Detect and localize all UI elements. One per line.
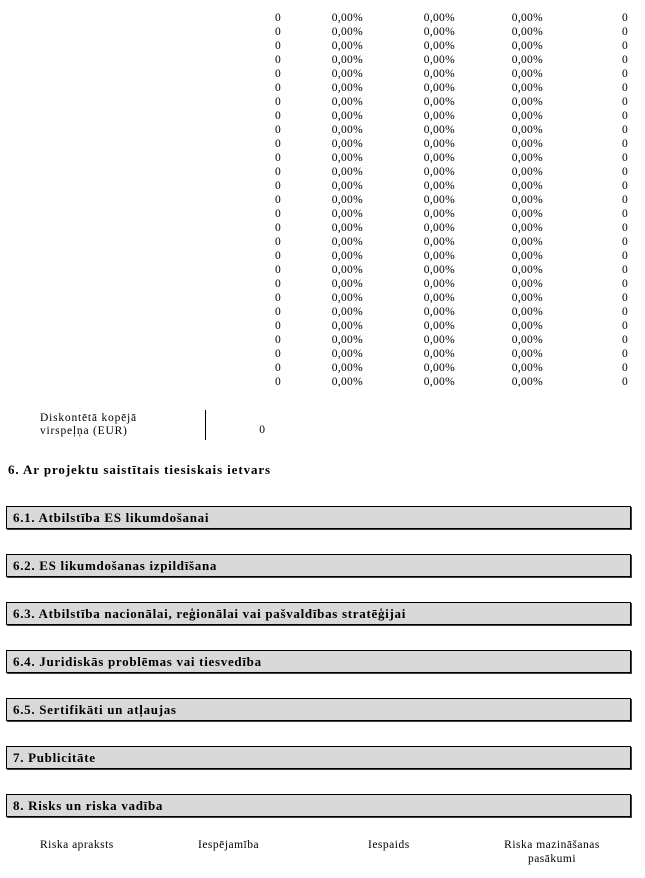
- cell-value: 0: [274, 166, 281, 178]
- risk-header-iespaids: Iespaids: [368, 839, 410, 851]
- cell-value: 0: [274, 208, 281, 220]
- cell-percent-1: 0,00%: [331, 376, 363, 388]
- cell-value: 0: [274, 82, 281, 94]
- cell-percent-2: 0,00%: [423, 152, 455, 164]
- cell-percent-3: 0,00%: [511, 292, 543, 304]
- cell-percent-3: 0,00%: [511, 376, 543, 388]
- cell-value-right: 0: [621, 26, 628, 38]
- cell-percent-1: 0,00%: [331, 278, 363, 290]
- cell-percent-3: 0,00%: [511, 348, 543, 360]
- section-heading-boxes: [6, 506, 631, 842]
- cell-percent-1: 0,00%: [331, 54, 363, 66]
- financial-table-row: [0, 109, 645, 123]
- cell-value-right: 0: [621, 264, 628, 276]
- cell-percent-1: 0,00%: [331, 306, 363, 318]
- risk-header-iespejamiba: Iespējamība: [198, 839, 260, 851]
- cell-percent-1: 0,00%: [331, 26, 363, 38]
- cell-percent-2: 0,00%: [423, 376, 455, 388]
- financial-table-row: [0, 249, 645, 263]
- cell-percent-1: 0,00%: [331, 180, 363, 192]
- cell-value-right: 0: [621, 194, 628, 206]
- cell-percent-3: 0,00%: [511, 40, 543, 52]
- financial-table-row: [0, 165, 645, 179]
- financial-table: [0, 11, 645, 389]
- cell-percent-2: 0,00%: [423, 292, 455, 304]
- cell-percent-3: 0,00%: [511, 110, 543, 122]
- cell-value: 0: [274, 320, 281, 332]
- financial-table-row: [0, 235, 645, 249]
- financial-table-row: [0, 319, 645, 333]
- cell-percent-2: 0,00%: [423, 180, 455, 192]
- cell-percent-2: 0,00%: [423, 138, 455, 150]
- cell-percent-1: 0,00%: [331, 250, 363, 262]
- cell-percent-1: 0,00%: [331, 236, 363, 248]
- cell-value-right: 0: [621, 68, 628, 80]
- cell-value: 0: [274, 292, 281, 304]
- cell-value-right: 0: [621, 180, 628, 192]
- cell-value-right: 0: [621, 236, 628, 248]
- cell-percent-2: 0,00%: [423, 82, 455, 94]
- financial-table-row: [0, 263, 645, 277]
- cell-percent-1: 0,00%: [331, 348, 363, 360]
- cell-percent-3: 0,00%: [511, 278, 543, 290]
- cell-percent-1: 0,00%: [331, 152, 363, 164]
- cell-percent-1: 0,00%: [331, 124, 363, 136]
- cell-percent-1: 0,00%: [331, 110, 363, 122]
- cell-value: 0: [274, 278, 281, 290]
- cell-value: 0: [274, 96, 281, 108]
- cell-value: 0: [274, 12, 281, 24]
- section-heading-box: 8. Risks un riska vadība: [6, 794, 631, 817]
- cell-percent-1: 0,00%: [331, 222, 363, 234]
- summary-label-line1: Diskontētā kopējā: [40, 412, 137, 424]
- cell-percent-1: 0,00%: [331, 320, 363, 332]
- cell-percent-2: 0,00%: [423, 124, 455, 136]
- financial-table-row: [0, 179, 645, 193]
- cell-percent-3: 0,00%: [511, 68, 543, 80]
- cell-percent-2: 0,00%: [423, 250, 455, 262]
- cell-percent-3: 0,00%: [511, 12, 543, 24]
- cell-percent-3: 0,00%: [511, 194, 543, 206]
- cell-percent-2: 0,00%: [423, 264, 455, 276]
- financial-table-row: [0, 53, 645, 67]
- cell-value: 0: [274, 68, 281, 80]
- cell-value: 0: [274, 348, 281, 360]
- cell-percent-3: 0,00%: [511, 306, 543, 318]
- financial-table-row: [0, 333, 645, 347]
- section-heading-box: 7. Publicitāte: [6, 746, 631, 769]
- cell-value: 0: [274, 376, 281, 388]
- cell-percent-2: 0,00%: [423, 348, 455, 360]
- cell-value-right: 0: [621, 96, 628, 108]
- cell-percent-2: 0,00%: [423, 54, 455, 66]
- summary-divider-line: [205, 410, 206, 440]
- cell-percent-2: 0,00%: [423, 110, 455, 122]
- financial-table-row: [0, 39, 645, 53]
- cell-value-right: 0: [621, 124, 628, 136]
- cell-percent-3: 0,00%: [511, 54, 543, 66]
- cell-percent-2: 0,00%: [423, 208, 455, 220]
- cell-value: 0: [274, 362, 281, 374]
- cell-value: 0: [274, 152, 281, 164]
- risk-header-mazinasanas: Riska mazināšanas pasākumi: [504, 839, 600, 865]
- cell-value-right: 0: [621, 292, 628, 304]
- cell-percent-3: 0,00%: [511, 138, 543, 150]
- cell-value-right: 0: [621, 166, 628, 178]
- financial-table-row: [0, 81, 645, 95]
- cell-percent-2: 0,00%: [423, 320, 455, 332]
- cell-percent-1: 0,00%: [331, 96, 363, 108]
- cell-percent-3: 0,00%: [511, 82, 543, 94]
- cell-value-right: 0: [621, 320, 628, 332]
- cell-value: 0: [274, 54, 281, 66]
- cell-value: 0: [274, 110, 281, 122]
- cell-percent-1: 0,00%: [331, 292, 363, 304]
- cell-percent-2: 0,00%: [423, 40, 455, 52]
- cell-percent-2: 0,00%: [423, 222, 455, 234]
- cell-percent-1: 0,00%: [331, 208, 363, 220]
- cell-value-right: 0: [621, 250, 628, 262]
- financial-table-row: [0, 193, 645, 207]
- cell-value: 0: [274, 264, 281, 276]
- financial-table-row: [0, 291, 645, 305]
- cell-percent-3: 0,00%: [511, 236, 543, 248]
- cell-value-right: 0: [621, 376, 628, 388]
- financial-table-row: [0, 137, 645, 151]
- cell-percent-3: 0,00%: [511, 334, 543, 346]
- cell-value-right: 0: [621, 348, 628, 360]
- financial-table-row: [0, 375, 645, 389]
- cell-value-right: 0: [621, 362, 628, 374]
- cell-percent-3: 0,00%: [511, 180, 543, 192]
- financial-table-row: [0, 347, 645, 361]
- cell-percent-1: 0,00%: [331, 40, 363, 52]
- cell-value: 0: [274, 334, 281, 346]
- cell-percent-2: 0,00%: [423, 278, 455, 290]
- financial-table-row: [0, 25, 645, 39]
- cell-percent-2: 0,00%: [423, 68, 455, 80]
- cell-percent-3: 0,00%: [511, 250, 543, 262]
- financial-table-row: [0, 11, 645, 25]
- cell-value-right: 0: [621, 12, 628, 24]
- cell-value: 0: [274, 306, 281, 318]
- risk-header-apraksts: Riska apraksts: [40, 839, 114, 851]
- cell-percent-1: 0,00%: [331, 264, 363, 276]
- financial-table-row: [0, 221, 645, 235]
- cell-percent-3: 0,00%: [511, 166, 543, 178]
- cell-percent-3: 0,00%: [511, 96, 543, 108]
- cell-percent-2: 0,00%: [423, 306, 455, 318]
- cell-value-right: 0: [621, 222, 628, 234]
- financial-table-row: [0, 67, 645, 81]
- cell-percent-1: 0,00%: [331, 334, 363, 346]
- cell-percent-2: 0,00%: [423, 236, 455, 248]
- cell-percent-1: 0,00%: [331, 68, 363, 80]
- cell-percent-2: 0,00%: [423, 12, 455, 24]
- cell-percent-3: 0,00%: [511, 362, 543, 374]
- cell-value: 0: [274, 180, 281, 192]
- financial-table-row: [0, 95, 645, 109]
- cell-percent-1: 0,00%: [331, 82, 363, 94]
- summary-label-line2: virspeļņa (EUR): [40, 425, 128, 437]
- summary-label: [40, 412, 137, 438]
- section-heading-box: 6.1. Atbilstība ES likumdošanai: [6, 506, 631, 529]
- financial-table-row: [0, 277, 645, 291]
- section-6-title: 6. Ar projektu saistītais tiesiskais ietvars: [8, 462, 272, 477]
- cell-value-right: 0: [621, 152, 628, 164]
- cell-value-right: 0: [621, 54, 628, 66]
- cell-percent-2: 0,00%: [423, 194, 455, 206]
- cell-percent-3: 0,00%: [511, 26, 543, 38]
- cell-percent-2: 0,00%: [423, 96, 455, 108]
- cell-value-right: 0: [621, 306, 628, 318]
- financial-table-row: [0, 151, 645, 165]
- cell-value: 0: [274, 124, 281, 136]
- financial-table-row: [0, 123, 645, 137]
- section-heading-box: 6.3. Atbilstība nacionālai, reģionālai vai pašvaldības stratēģijai: [6, 602, 631, 625]
- cell-percent-3: 0,00%: [511, 264, 543, 276]
- cell-value: 0: [274, 26, 281, 38]
- financial-table-row: [0, 361, 645, 375]
- section-heading-box: 6.4. Juridiskās problēmas vai tiesvedība: [6, 650, 631, 673]
- cell-percent-3: 0,00%: [511, 208, 543, 220]
- cell-value: 0: [274, 194, 281, 206]
- cell-percent-2: 0,00%: [423, 362, 455, 374]
- cell-value-right: 0: [621, 82, 628, 94]
- section-heading-box: 6.2. ES likumdošanas izpildīšana: [6, 554, 631, 577]
- cell-value-right: 0: [621, 138, 628, 150]
- cell-percent-2: 0,00%: [423, 26, 455, 38]
- cell-percent-1: 0,00%: [331, 12, 363, 24]
- cell-value: 0: [274, 138, 281, 150]
- cell-value: 0: [274, 236, 281, 248]
- cell-percent-2: 0,00%: [423, 166, 455, 178]
- cell-percent-1: 0,00%: [331, 138, 363, 150]
- cell-percent-3: 0,00%: [511, 152, 543, 164]
- cell-percent-3: 0,00%: [511, 222, 543, 234]
- cell-percent-1: 0,00%: [331, 362, 363, 374]
- cell-percent-1: 0,00%: [331, 166, 363, 178]
- summary-value: 0: [259, 424, 265, 436]
- section-heading-box: 6.5. Sertifikāti un atļaujas: [6, 698, 631, 721]
- cell-value-right: 0: [621, 110, 628, 122]
- cell-percent-3: 0,00%: [511, 124, 543, 136]
- financial-table-row: [0, 207, 645, 221]
- cell-percent-2: 0,00%: [423, 334, 455, 346]
- financial-table-row: [0, 305, 645, 319]
- cell-value-right: 0: [621, 40, 628, 52]
- cell-value: 0: [274, 250, 281, 262]
- cell-value: 0: [274, 222, 281, 234]
- cell-value-right: 0: [621, 208, 628, 220]
- cell-value: 0: [274, 40, 281, 52]
- cell-percent-3: 0,00%: [511, 320, 543, 332]
- cell-percent-1: 0,00%: [331, 194, 363, 206]
- cell-value-right: 0: [621, 278, 628, 290]
- cell-value-right: 0: [621, 334, 628, 346]
